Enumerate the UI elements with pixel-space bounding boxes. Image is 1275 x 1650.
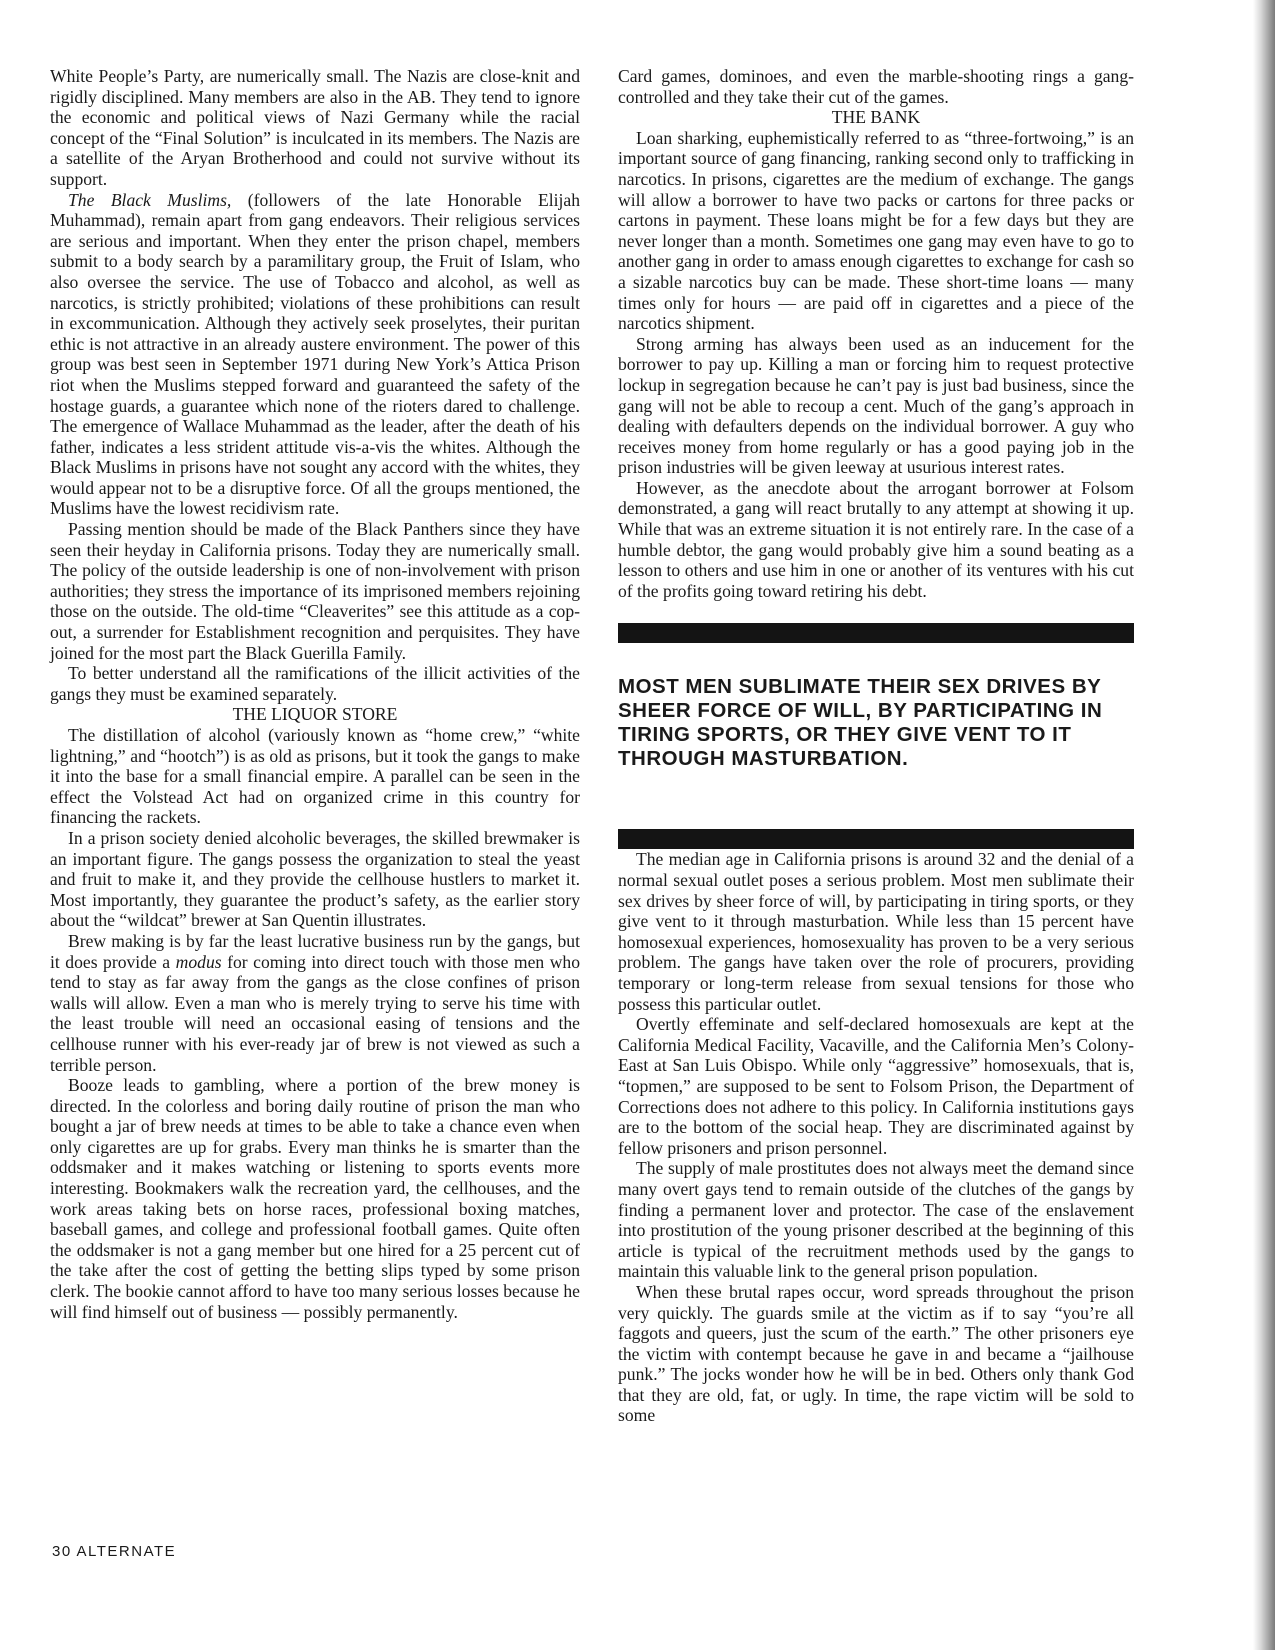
paragraph-text: for coming into direct touch with those men who tend to stay as far away from the gangs as the close confines of prison walls will allow. Even a man who is merely trying to serve his time with the least trouble will need an occasional easing of tensions and the cellhouse runner with his ever-ready jar of brew is not viewed as such a terrible person. [50,951,581,1075]
paragraph: The distillation of alcohol (variously known as “home crew,” “white lightning,” and “hootch”) is as old as prisons, but it took the gangs to make it into the base for a small financial empire. A parallel can be seen in the effect the Volstead Act had on organized crime in this country for financing the rackets. [50,725,580,828]
section-heading-bank: THE BANK [831,107,921,128]
right-column [618,66,1134,1426]
paragraph [50,190,580,520]
page-folio [52,1543,176,1560]
paragraph: However, as the anecdote about the arrogant borrower at Folsom demonstrated, a gang will react brutally to any attempt at showing it up. While that was an extreme situation it is not entirely rare. In the case of a humble debtor, the gang would probably give him a sound beating as a lesson to others and use him in one or another of its ventures with his cut of the profits going toward retiring his debt. [618,477,1134,601]
paragraph [50,931,580,1075]
paragraph: When these brutal rapes occur, word spreads throughout the prison very quickly. The guards smile at the victim as if to say “you’re all faggots and queers, just the scum of the earth.” The other prisoners eye the victim with contempt because he gave in and became a “jailhouse punk.” The jocks wonder how he will be in bed. Others only thank God that they are old, fat, or ugly. In time, the rape victim will be sold to some [618,1281,1134,1426]
paragraph: Card games, dominoes, and even the marble-shooting rings a gang-controlled and they take their cut of the games. [618,66,1134,107]
paragraph: The median age in California prisons is around 32 and the denial of a normal sexual outlet poses a serious problem. Most men sublimate their sex drives by sheer force of will, by participating in tiring sports, or they give vent to it through masturbation. While less than 15 percent have homosexual experiences, homosexuality has proven to be a very serious problem. The gangs have taken over the role of procurers, providing temporary or long-term release from sexual tensions for those who possess this particular outlet. [618,849,1134,1014]
paragraph: Passing mention should be made of the Black Panthers since they have seen their heyday in California prisons. Today they are numerically small. The policy of the outside leadership is one of non-involvement with prison authorities; they stress the importance of its imprisoned members rejoining those on the outside. The old-time “Cleaverites” see this attitude as a cop-out, a surrender for Establishment recognition and perquisites. They have joined for the most part the Black Guerilla Family. [50,519,580,663]
pull-quote-bottom-rule [618,829,1134,849]
paragraph: The supply of male prostitutes does not always meet the demand since many overt gays tend to remain outside of the clutches of the gangs by finding a permanent lover and protector. The case of the enslavement into prostitution of the young prisoner described at the beginning of this article is typical of the recruitment methods used by the gangs to maintain this valuable link to the general prison population. [618,1158,1134,1282]
paragraph: Booze leads to gambling, where a portion of the brew money is directed. In the colorless and boring daily routine of prison the man who bought a jar of brew needs at times to be able to take a chance even when only cigarettes are up for grabs. Every man thinks he is smarter than the oddsmaker and it makes watching or listening to sports events more interesting. Bookmakers walk the recreation yard, the cellhouses, and the work areas taking bets on horse races, professional boxing matches, baseball games, and college and professional football games. Quite often the oddsmaker is not a gang member but one hired for a 25 percent cut of the take after the cost of getting the betting slips typed by some prison clerk. The bookie cannot afford to have too many serious losses because he will find himself out of business — possibly permanently. [50,1075,580,1322]
italic-term: modus [175,951,222,972]
left-column [50,66,580,1322]
section-lead-black-muslims: The Black Muslims, [68,189,232,210]
paragraph: Strong arming has always been used as an inducement for the borrower to pay up. Killing a man or forcing him to request protective lockup in segregation because he can’t pay is just bad business, since the gang will not be able to recoup a cent. Much of the gang’s approach in dealing with defaulters depends on the individual borrower. A guy who receives money from home regularly or has a good paying job in the prison industries will be given leeway at usurious interest rates. [618,333,1134,478]
page-number: 30 [52,1543,72,1560]
paragraph-text: Brew making is by far the least lucrative business run by the gangs, but it does provide a [50,930,580,972]
pull-quote: MOST MEN SUBLIMATE THEIR SEX DRIVES BY SHEER FORCE OF WILL, BY PARTICIPATING IN TIRING SPORTS, OR THEY GIVE VENT TO IT THROUGH MASTURBATION. [618,675,1103,771]
pull-quote-top-rule [618,623,1134,643]
paragraph-text: (followers of the late Honorable Elijah Muhammad), remain apart from gang endeavors. Their religious services are serious and important. When they enter the prison chapel, members submit to a body search by a paramilitary group, the Fruit of Islam, who also oversee the service. The use of Tobacco and alcohol, as well as narcotics, is strictly prohibited; violations of these prohibitions can result in excommunication. Although they actively seek proselytes, their puritan ethic is not attractive in an already austere environment. The power of this group was best seen in September 1971 during New York’s Attica Prison riot when the Muslims stepped forward and guaranteed the safety of the hostage guards, a guarantee which none of the rioters dared to challenge. The emergence of Wallace Muhammad as the leader, after the death of his father, indicates a less strident attitude vis-a-vis the whites. Although the Black Muslims in prisons have not sought any accord with the whites, they would appear not to be a disruptive force. Of all the groups mentioned, the Muslims have the lowest recidivism rate. [50,189,580,519]
section-heading-liquor-store: THE LIQUOR STORE [232,704,398,725]
paragraph: Overtly effeminate and self-declared homosexuals are kept at the California Medical Facility, Vacaville, and the California Men’s Colony-East at San Luis Obispo. While only “aggressive” homosexuals, that is, “topmen,” are supposed to be sent to Folsom Prison, the Department of Corrections does not adhere to this policy. In California institutions gays are to the bottom of the social heap. They are discriminated against by fellow prisoners and prison personnel. [618,1014,1134,1158]
page-binding-edge [1253,0,1275,1650]
paragraph: To better understand all the ramifications of the illicit activities of the gangs they must be examined separately. [50,663,580,704]
magazine-name: ALTERNATE [76,1543,177,1560]
paragraph: In a prison society denied alcoholic beverages, the skilled brewmaker is an important figure. The gangs possess the organization to steal the yeast and fruit to make it, and they provide the cellhouse hustlers to market it. Most importantly, they guarantee the product’s safety, as the earlier story about the “wildcat” brewer at San Quentin illustrates. [50,827,580,931]
paragraph: Loan sharking, euphemistically referred to as “three-fortwoing,” is an important source of gang financing, ranking second only to trafficking in narcotics. In prisons, cigarettes are the medium of exchange. The gangs will allow a borrower to have two packs or cartons for three packs or cartons in payment. These loans might be for a few days but they are never longer than a month. Sometimes one gang may even have to go to another gang in order to amass enough cigarettes to exchange for cash so a sizable narcotics buy can be made. These short-time loans — many times only for hours — are paid off in cigarettes and a piece of the narcotics shipment. [618,127,1134,334]
paragraph: White People’s Party, are numerically small. The Nazis are close-knit and rigidly disciplined. Many members are also in the AB. They tend to ignore the economic and political views of Nazi Germany while the racial concept of the “Final Solution” is inculcated in its members. The Nazis are a satellite of the Aryan Brotherhood and could not survive without its support. [50,66,580,189]
